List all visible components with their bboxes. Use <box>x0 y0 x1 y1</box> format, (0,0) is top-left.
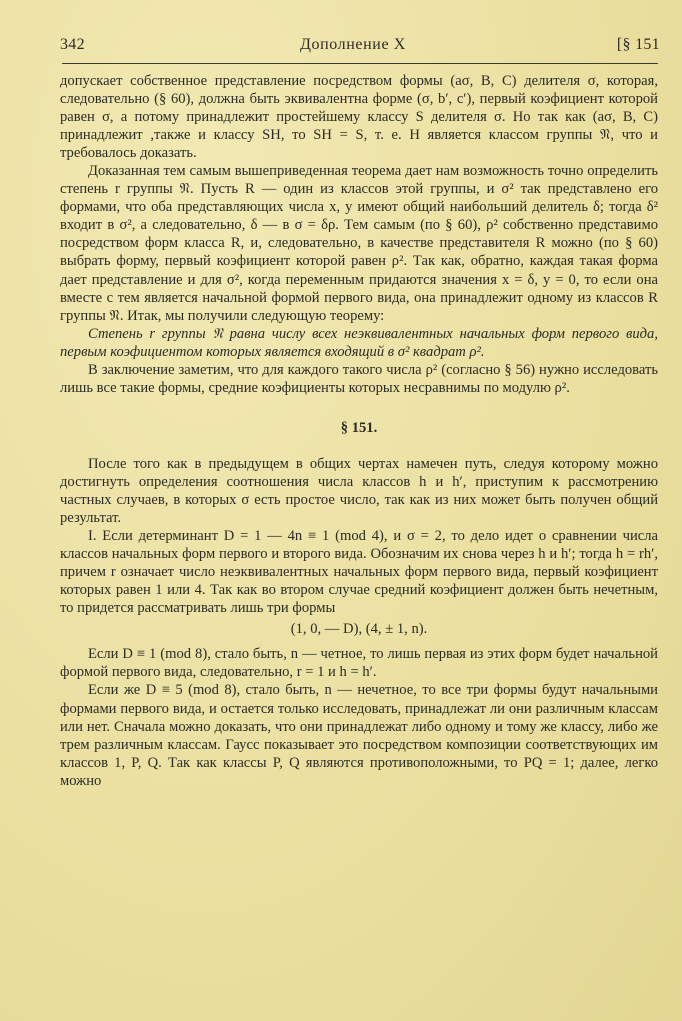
page-body <box>60 72 658 790</box>
header-rule <box>62 63 658 64</box>
paragraph: I. Если детерминант D = 1 — 4n ≡ 1 (mod 4), и σ = 2, то дело идет о сравнении числа классов начальных форм первого и второго вида. Обозначим их снова через h и h′; тогда h = rh′, причем r означает число неэквивалентных начальных форм первого вида, первый коэфициент которых равен 1 или 4. Так как во втором случае средний коэфициент должен быть нечетным, то придется рассматривать лишь три формы <box>60 528 658 617</box>
display-formula: (1, 0, — D), (4, ± 1, n). <box>290 621 428 638</box>
paragraph: После того как в предыдущем в общих чертах намечен путь, следуя которому можно достигнуть определения соотношения числа классов h и h′, приступим к рассмотрению частных случаев, в которых σ есть простое число, так как из них может быть получен общий результат. <box>60 455 658 527</box>
paragraph-continuation: допускает собственное представление посредством формы (aσ, B, C) делителя σ, которая, следовательно (§ 60), должна быть эквивалентна форме (σ, b′, c′), первый коэфициент которой равен σ, а потому принадлежит простейшему классу S делителя σ. Но так как (aσ, B, C) принадлежит ,также и классу SH, то SH = S, т. е. H является классом группы 𝔑, что и требовалось доказать. <box>60 73 658 162</box>
running-header <box>60 36 660 62</box>
paragraph: Если же D ≡ 5 (mod 8), стало быть, n — нечетное, то все три формы будут начальными формами первого вида, и остается только исследовать, принадлежат ли они различным классам или нет. Сначала можно доказать, что они принадлежат либо одному и тому же классу, либо же трем различным классам. Гаусс показывает это посредством композиции соответствующих им классов 1, P, Q. Так как классы P, Q являются противоположными, то PQ = 1; далее, легко можно <box>60 682 658 789</box>
paragraph: Доказанная тем самым вышеприведенная теорема дает нам возможность точно определить степень r группы 𝔑. Пусть R — один из классов этой группы, и σ² так представлено его формами, что оба представляющих числа x, y имеют общий наибольший делитель δ; тогда δ² входит в σ², а следовательно, δ — в σ = δρ. Тем самым (по § 60), ρ² собственно представимо посредством форм класса R, и, следовательно, в качестве представителя R можно (по § 60) выбрать форму, первый коэфициент которой равен ρ². Так как, обратно, каждая такая форма дает представление и для σ², когда переменным придаются значения x = δ, y = 0, то если она вместе с тем является начальной формой первого вида, она принадлежит одному из классов R группы 𝔑. Итак, мы получили следующую теорему: <box>60 163 658 324</box>
running-title: Дополнение X <box>300 36 406 53</box>
theorem-statement: Степень r группы 𝔑 равна числу всех неэквивалентных начальных форм первого вида, первым коэфициентом которых является входящий в σ² квадрат ρ². <box>60 325 658 360</box>
page-number: 342 <box>60 36 85 53</box>
section-reference: [§ 151 <box>616 36 660 53</box>
section-heading: § 151. <box>340 419 378 436</box>
paragraph: В заключение заметим, что для каждого такого числа ρ² (согласно § 56) нужно исследовать лишь все такие формы, средние коэфициенты которых несравнимы по модулю ρ². <box>60 361 658 396</box>
paragraph: Если D ≡ 1 (mod 8), стало быть, n — четное, то лишь первая из этих форм будет начальной формой первого вида, следовательно, r = 1 и h = h′. <box>60 646 658 681</box>
